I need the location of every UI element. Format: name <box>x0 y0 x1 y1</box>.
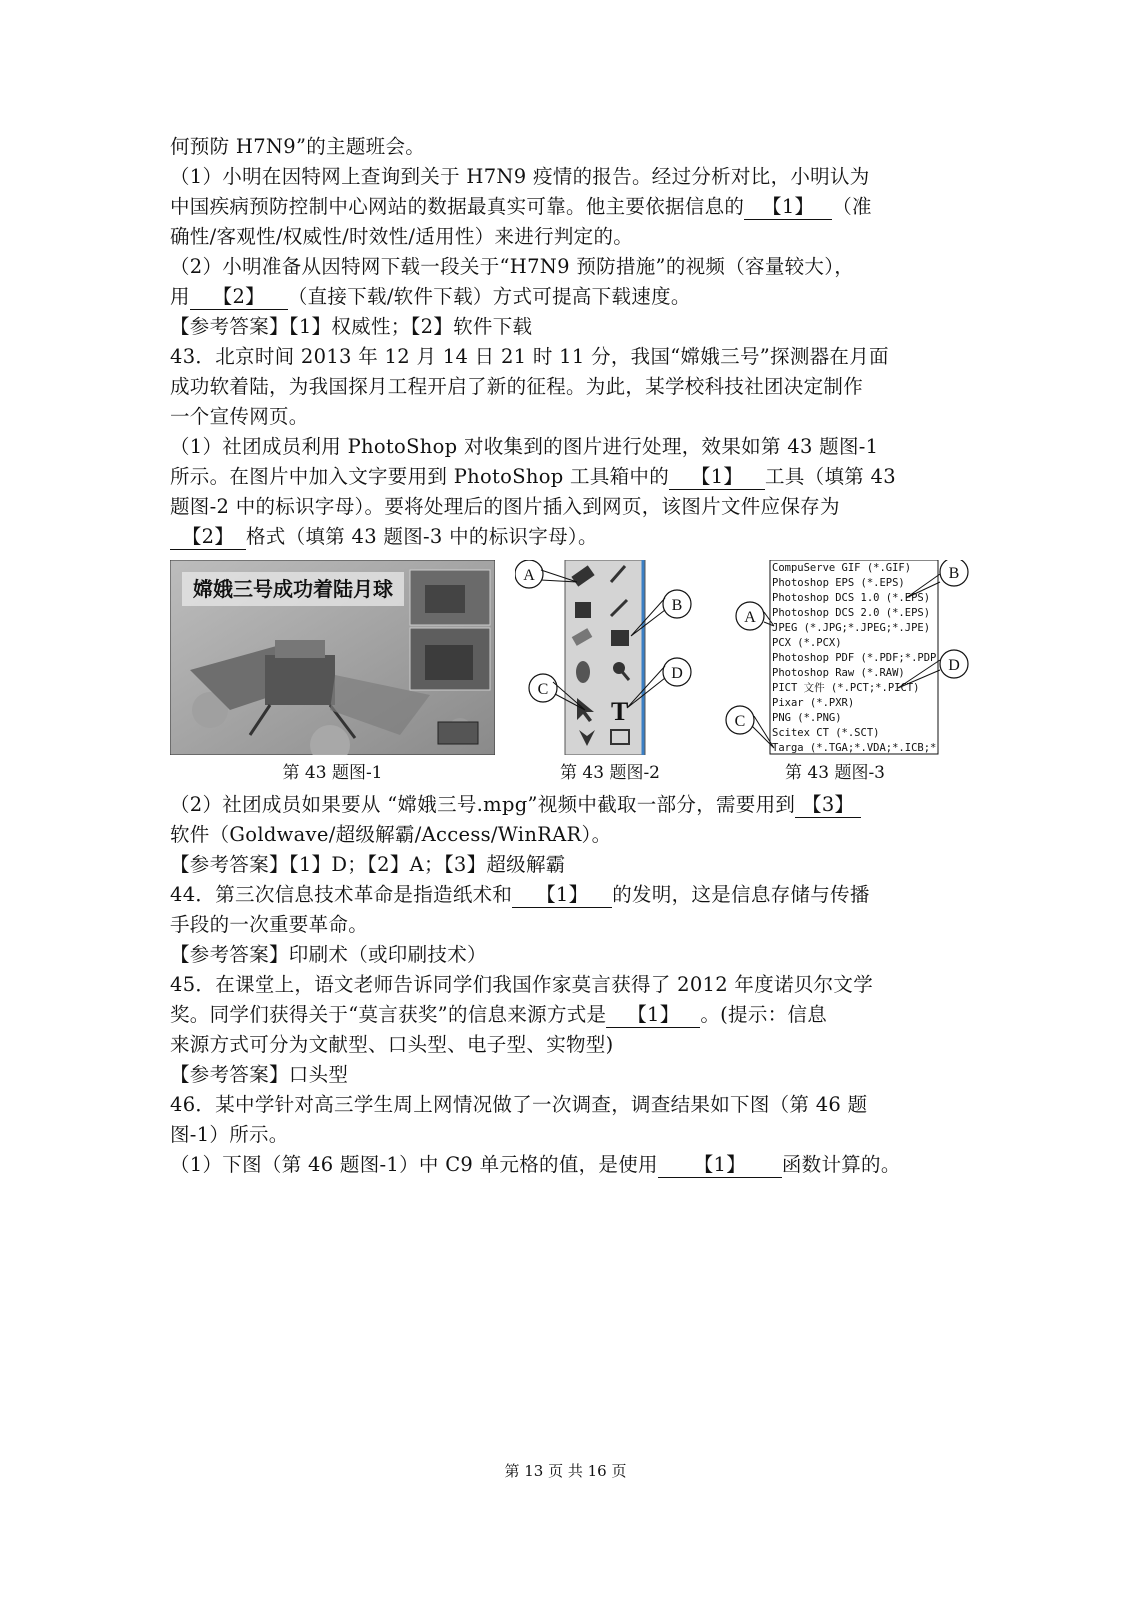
text-line: （1）小明在因特网上查询到关于 H7N9 疫情的报告。经过分析对比，小明认为 <box>170 165 870 188</box>
file-format-diagram <box>710 560 970 755</box>
answer-line: 【参考答案】口头型 <box>170 1063 349 1086</box>
format-item: Photoshop DCS 2.0 (*.EPS) <box>772 607 931 619</box>
text-line: 成功软着陆，为我国探月工程开启了新的征程。为此，某学校科技社团决定制作 <box>170 375 864 398</box>
format-item: Photoshop Raw (*.RAW) <box>772 667 905 679</box>
text-line: 用 【2】 （直接下载/软件下载）方式可提高下载速度。 <box>170 285 691 308</box>
figure-caption: 第 43 题图-3 <box>785 763 885 783</box>
format-item: Targa (*.TGA;*.VDA;*.ICB;* <box>772 742 937 754</box>
format-item: PCX (*.PCX) <box>772 637 842 649</box>
text-line: 来源方式可分为文献型、口头型、电子型、实物型) <box>170 1033 614 1056</box>
callout-label: B <box>671 597 683 614</box>
answer-blank: 【3】 <box>795 793 861 818</box>
callout-label: C <box>537 681 549 698</box>
figure-caption: 第 43 题图-1 <box>282 763 383 783</box>
figure-row <box>170 560 960 790</box>
format-item: JPEG (*.JPG;*.JPEG;*.JPE) <box>772 622 931 634</box>
format-item: CompuServe GIF (*.GIF) <box>772 562 912 574</box>
text-line: 【2】 格式（填第 43 题图-3 中的标识字母）。 <box>170 522 960 552</box>
text-line: 手段的一次重要革命。 <box>170 913 369 936</box>
text-line: 45．在课堂上，语文老师告诉同学们我国作家莫言获得了 2012 年度诺贝尔文学 <box>170 973 874 996</box>
answer-blank: 【1】 <box>512 883 612 908</box>
text-line: （2）小明准备从因特网下载一段关于“H7N9 预防措施”的视频（容量较大）， <box>170 255 855 278</box>
text-line: 所示。在图片中加入文字要用到 PhotoShop 工具箱中的 【1】 工具（填第 43 <box>170 465 896 488</box>
answer-blank: 【2】 <box>190 285 288 310</box>
text-line: 中国疾病预防控制中心网站的数据最真实可靠。他主要依据信息的 【1】 （准 <box>170 195 872 218</box>
callout-label: A <box>744 609 756 626</box>
text-line: （2）社团成员如果要从 “嫦娥三号.mpg”视频中截取一部分，需要用到 【3】 <box>170 790 960 820</box>
text-line: 奖。同学们获得关于“莫言获奖”的信息来源方式是 【1】 。(提示：信息 <box>170 1003 828 1026</box>
text-line: 43．北京时间 2013 年 12 月 14 日 21 时 11 分，我国“嫦娥三号”探测器在月面 <box>170 345 889 368</box>
photo-title: 嫦娥三号成功着陆月球 <box>193 577 393 601</box>
text-line: （1）下图（第 46 题图-1）中 C9 单元格的值，是使用 【1】 函数计算的。 <box>170 1153 901 1176</box>
type-tool-icon: T <box>611 697 629 726</box>
answer-line: 【参考答案】【1】D；【2】A；【3】超级解霸 <box>170 853 566 876</box>
callout-label: A <box>523 567 535 584</box>
page-footer: 第 13 页 共 16 页 <box>504 1462 627 1480</box>
text-line: 何预防 H7N9”的主题班会。 <box>170 135 426 158</box>
format-item: PICT 文件 (*.PCT;*.PICT) <box>772 682 920 694</box>
text-line: 一个宣传网页。 <box>170 405 309 428</box>
callout-label: C <box>734 713 746 730</box>
figure-caption: 第 43 题图-2 <box>560 763 660 783</box>
answer-blank: 【1】 <box>669 465 765 490</box>
toolbox-diagram <box>515 560 705 755</box>
format-item: Photoshop EPS (*.EPS) <box>772 577 905 589</box>
callout-label: D <box>671 665 683 682</box>
text-line: 题图-2 中的标识字母）。要将处理后的图片插入到网页，该图片文件应保存为 <box>170 495 840 518</box>
format-item: Photoshop DCS 1.0 (*.EPS) <box>772 592 931 604</box>
answer-line: 【参考答案】【1】权威性；【2】软件下载 <box>170 315 533 338</box>
format-item: Pixar (*.PXR) <box>772 697 855 709</box>
callout-label: B <box>948 565 960 582</box>
text-line: 46．某中学针对高三学生周上网情况做了一次调查，调查结果如下图（第 46 题 <box>170 1093 868 1116</box>
answer-blank: 【1】 <box>744 195 832 220</box>
text-line: （1）社团成员利用 PhotoShop 对收集到的图片进行处理，效果如第 43 题图-1 <box>170 435 879 458</box>
text-line: 确性/客观性/权威性/时效性/适用性）来进行判定的。 <box>170 225 634 248</box>
answer-blank: 【1】 <box>606 1003 700 1028</box>
callout-label: D <box>948 657 960 674</box>
answer-blank: 【2】 <box>170 525 246 550</box>
format-item: Photoshop PDF (*.PDF;*.PDP <box>772 652 937 664</box>
text-line: 软件（Goldwave/超级解霸/Access/WinRAR）。 <box>170 823 612 846</box>
answer-blank: 【1】 <box>658 1153 782 1178</box>
text-line: 图-1）所示。 <box>170 1123 289 1146</box>
text-line: 44．第三次信息技术革命是指造纸术和 【1】 的发明，这是信息存储与传播 <box>170 883 870 906</box>
answer-line: 【参考答案】印刷术（或印刷技术） <box>170 943 487 966</box>
document-body <box>170 132 960 1180</box>
format-item: Scitex CT (*.SCT) <box>772 727 880 739</box>
format-item: PNG (*.PNG) <box>772 712 842 724</box>
